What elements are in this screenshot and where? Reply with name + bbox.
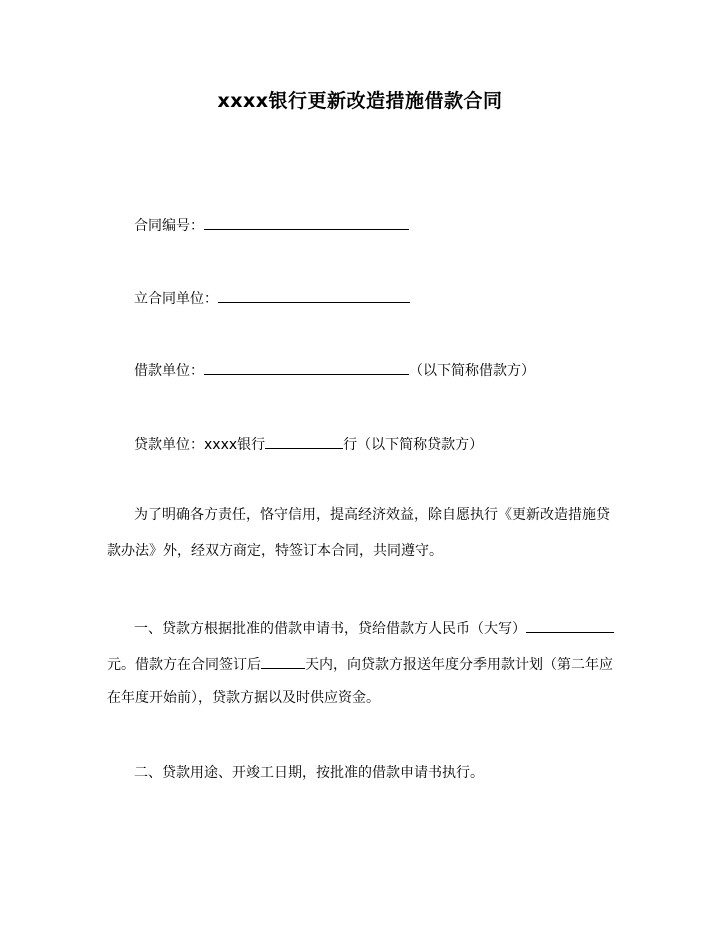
signing-unit-line xyxy=(134,286,410,309)
days-blank xyxy=(261,652,305,669)
contract-no-blank xyxy=(204,213,409,230)
borrower-suffix: （以下简称借款方） xyxy=(409,363,535,379)
contract-no-line xyxy=(134,213,409,236)
signing-unit-blank xyxy=(218,286,410,303)
document-title: xxxx银行更新改造措施借款合同 xyxy=(217,90,503,112)
clause-1-line-1 xyxy=(134,616,614,639)
clause-1-line-2 xyxy=(107,652,613,675)
preamble-line-2: 款办法》外，经双方商定，特签订本合同，共同遵守。 xyxy=(107,543,443,559)
borrower-line xyxy=(134,358,535,381)
clause-1-text: 一、贷款方根据批准的借款申请书，贷给借款方人民币（大写） xyxy=(134,621,526,637)
contract-no-label: 合同编号： xyxy=(134,218,204,234)
lender-line xyxy=(134,432,483,455)
clause-1-text-b: 天内，向贷款方报送年度分季用款计划（第二年应 xyxy=(305,657,613,673)
preamble-line-1: 为了明确各方责任，恪守信用，提高经济效益，除自愿执行《更新改造措施贷 xyxy=(134,507,610,523)
borrower-label: 借款单位： xyxy=(134,363,204,379)
signing-unit-label: 立合同单位： xyxy=(134,291,218,307)
lender-suffix: 行（以下简称贷款方） xyxy=(343,437,484,453)
loan-amount-blank xyxy=(526,616,614,633)
borrower-blank xyxy=(204,358,409,375)
clause-1-text-a: 元。借款方在合同签订后 xyxy=(107,657,261,673)
lender-label: 贷款单位：xxxx银行 xyxy=(134,437,266,453)
lender-branch-blank xyxy=(265,432,343,449)
clause-2-line-1: 二、贷款用途、开竣工日期，按批准的借款申请书执行。 xyxy=(134,765,484,781)
clause-1-line-3: 在年度开始前），贷款方据以及时供应资金。 xyxy=(107,690,380,706)
